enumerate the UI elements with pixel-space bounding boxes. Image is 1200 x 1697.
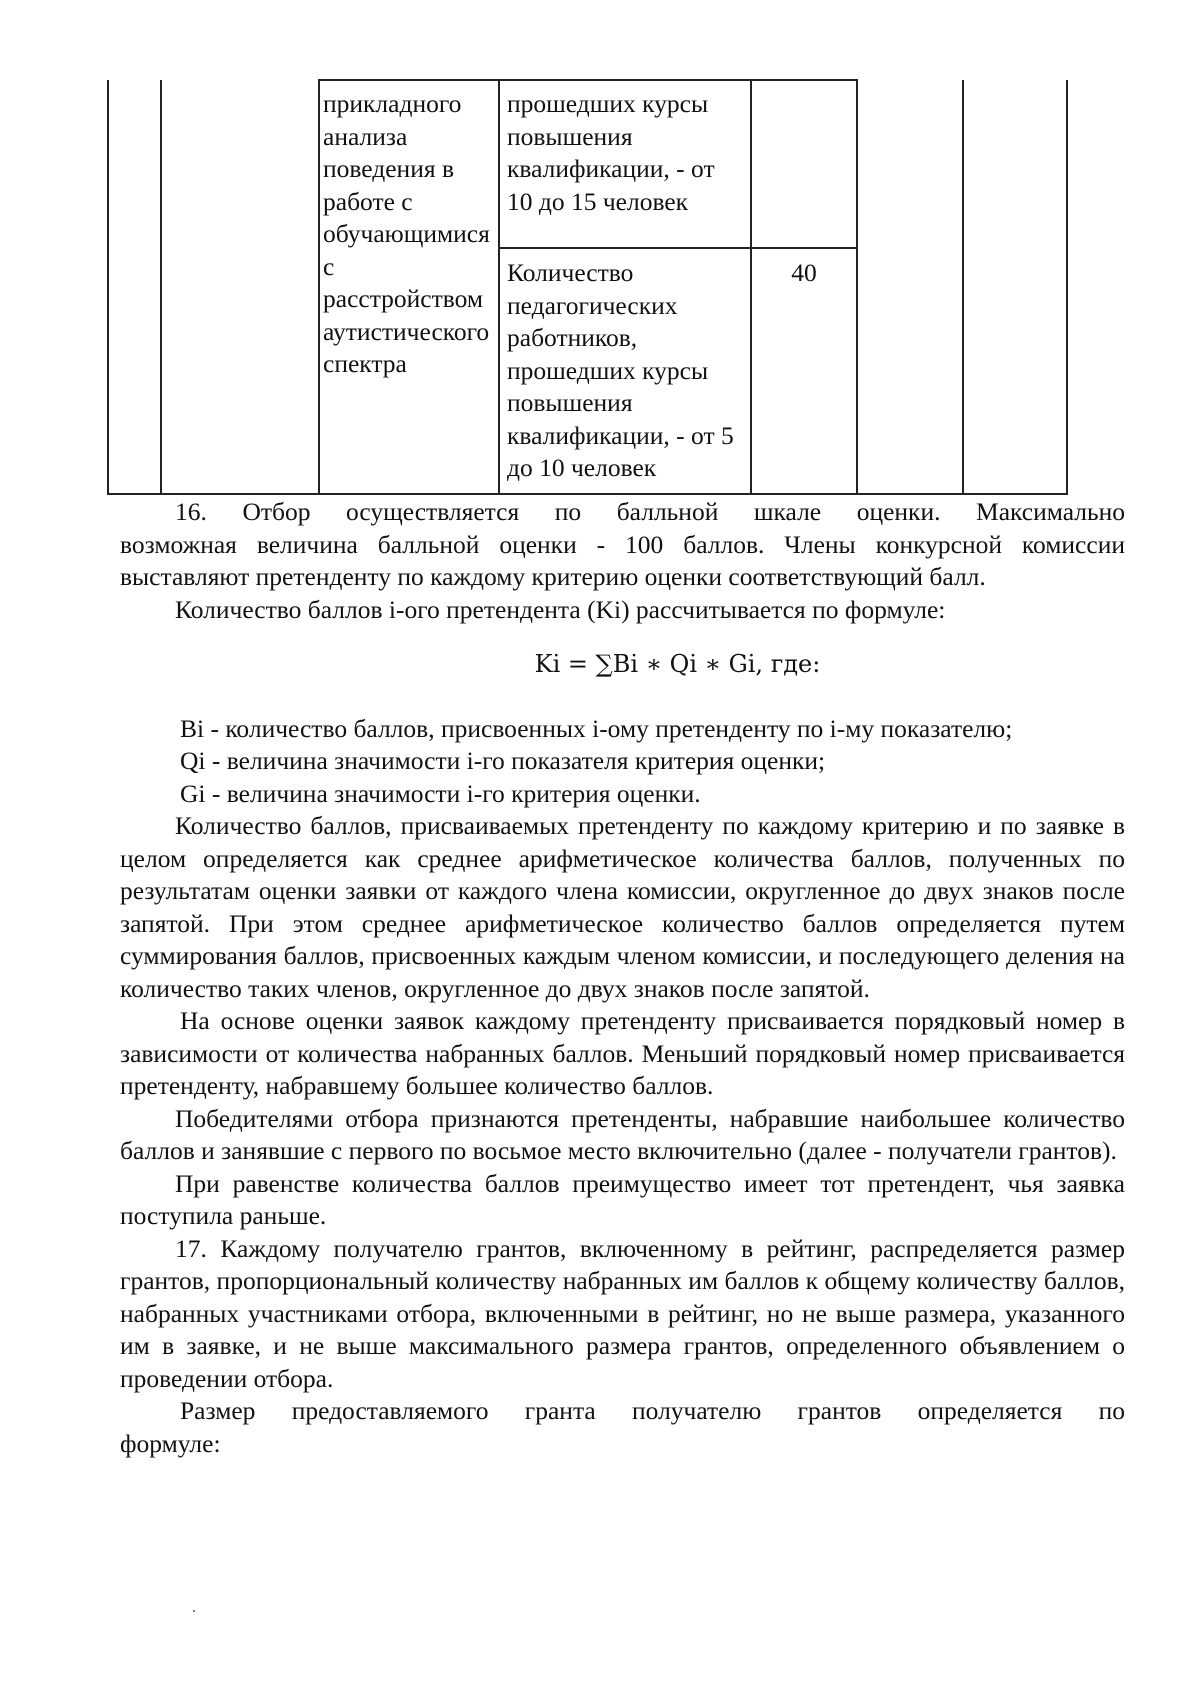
- paragraph-ki-intro: Количество баллов i-ого претендента (Ki) рассчитывается по формуле:: [175, 594, 946, 624]
- definition-gi: Gi - величина значимости i-го критерия оценки.: [180, 778, 701, 808]
- table-border-right: [1066, 80, 1068, 495]
- paragraph-winners: Победителями отбора признаются претенденты, набравшие наибольшее количество баллов и занявшие с первого по восьмое место включительно (далее - получатели грантов).: [120, 1103, 1125, 1165]
- definition-qi: Qi - величина значимости i-го показателя критерия оценки;: [180, 746, 826, 775]
- table-column-divider: [318, 80, 320, 495]
- formula-ki: Ki = ∑Bi ∗ Qi ∗ Gi, где:: [534, 650, 821, 678]
- formula-definitions: [120, 713, 1125, 811]
- table-row-divider: [498, 247, 858, 249]
- paragraph-grant-size-line1: Размер предоставляемого гранта получателю грантов определяется по: [180, 1396, 1125, 1425]
- spacer: [120, 681, 1125, 713]
- scan-speck: [193, 1610, 195, 1612]
- table-cell-criterion-row1: прошедших курсы повышения квалификации, - от 10 до 15 человек: [507, 89, 715, 216]
- paragraph-average-score: Количество баллов, присваиваемых претенденту по каждому критерию и по заявке в целом определяется как среднее арифметическое количества баллов, полученных по результатам оценки заявки от каждого члена комиссии, округленное до двух знаков после запятой. При этом среднее арифметическое количество баллов определяется путем суммирования баллов, присвоенных каждым членом комиссии, и последующего деления на количество таких членов, округленное до двух знаков после запятой.: [120, 811, 1125, 1003]
- paragraph-17: 17. Каждому получателю грантов, включенному в рейтинг, распределяется размер грантов, пропорциональный количеству набранных им баллов к общему количеству баллов, набранных участниками отбора, включенными в рейтинг, но не выше размера, указанного им в заявке, и не выше максимального размера грантов, определенного объявлением о проведении отбора.: [120, 1233, 1125, 1393]
- paragraph-tie: При равенстве количества баллов преимущество имеет тот претендент, чья заявка поступила раньше.: [120, 1168, 1125, 1230]
- table-cell-criterion-row2: Количество педагогических работников, прошедших курсы повышения квалификации, - от 5 до 10 человек: [507, 258, 734, 482]
- table-column-divider: [962, 80, 964, 495]
- paragraph-16-rest: возможная величина балльной оценки - 100 баллов. Члены конкурсной комиссии выставляют претенденту по каждому критерию оценки соответствующий балл.: [120, 529, 1125, 591]
- table-cell-indicator-name: прикладного анализа поведения в работе с обучающимися с расстройством аутистического спектра: [323, 89, 490, 378]
- paragraph-16-line1: 16. Отбор осуществляется по балльной шкале оценки. Максимально: [175, 497, 1125, 526]
- table-cell-score-row2: 40: [791, 258, 817, 287]
- table-border-left: [107, 80, 109, 495]
- table-column-divider: [856, 80, 858, 495]
- definition-bi: Bi - количество баллов, присвоенных i-ому претенденту по i-му показателю;: [180, 713, 1013, 743]
- table-column-divider: [498, 80, 500, 495]
- table-column-divider: [160, 80, 162, 495]
- table-top-border: [318, 79, 858, 81]
- paragraph-ranking: На основе оценки заявок каждому претенденту присваивается порядковый номер в зависимости от количества набранных баллов. Меньший порядковый номер присваивается претенденту, набравшему большее количество баллов.: [120, 1006, 1125, 1100]
- document-body-text: [120, 496, 1125, 1460]
- table-bottom-border: [107, 493, 1068, 495]
- paragraph-grant-size-rest: формуле:: [120, 1428, 221, 1458]
